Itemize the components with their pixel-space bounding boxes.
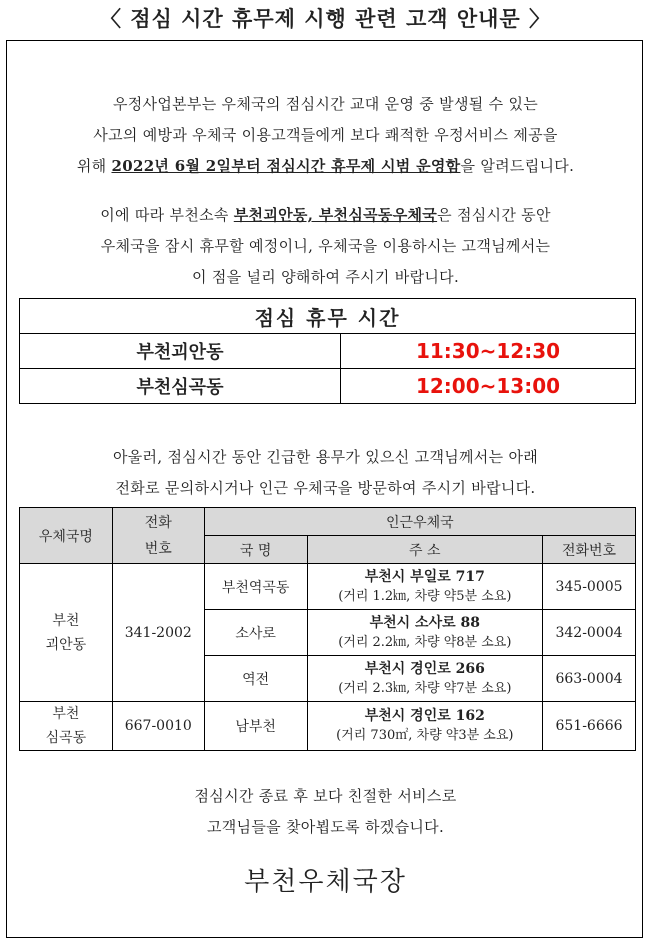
nearby-address: 부천시 부일로 717 (거리 1.2㎞, 차량 약5분 소요) <box>307 564 543 610</box>
notice-line: 이에 따라 부천소속 부천괴안동, 부천심곡동우체국은 점심시간 동안 <box>100 206 551 224</box>
office-name: 부천 괴안동 <box>20 564 113 702</box>
office-phone: 667-0010 <box>112 702 204 751</box>
office-name: 부천 심곡동 <box>20 702 113 751</box>
col-office-header: 우체국명 <box>20 508 113 564</box>
notice-line: 이 점을 널리 양해하여 주시기 바랍니다. <box>191 268 460 286</box>
lunch-time: 11:30~12:30 <box>341 334 636 369</box>
nearby-name: 소사로 <box>204 610 307 656</box>
nearby-phone: 663-0004 <box>543 656 636 702</box>
lunch-break-table <box>19 298 636 404</box>
nearby-address: 부천시 경인로 162 (거리 730㎡, 차량 약3분 소요) <box>307 702 543 751</box>
nearby-phone: 342-0004 <box>543 610 636 656</box>
table-row <box>20 702 636 751</box>
signature: 부천우체국장 <box>244 867 407 897</box>
nearby-address: 부천시 경인로 266 (거리 2.3㎞, 차량 약7분 소요) <box>307 656 543 702</box>
closing-line: 고객님들을 찾아뵙도록 하겠습니다. <box>206 818 445 836</box>
nearby-phone: 345-0005 <box>543 564 636 610</box>
table-row <box>20 564 636 610</box>
lunch-office: 부천심곡동 <box>20 369 341 404</box>
intro-line: 우정사업본부는 우체국의 점심시간 교대 운영 중 발생될 수 있는 <box>112 95 539 113</box>
closing-line: 점심시간 종료 후 보다 친절한 서비스로 <box>194 787 457 805</box>
nearby-address: 부천시 소사로 88 (거리 2.2㎞, 차량 약8분 소요) <box>307 610 543 656</box>
col-nearby-header: 인근우체국 <box>204 508 635 536</box>
page-title: 〈 점심 시간 휴무제 시행 관련 고객 안내문 〉 <box>99 7 552 31</box>
alternative-paragraph <box>7 442 644 504</box>
alternative-line: 전화로 문의하시거나 인근 우체국을 방문하여 주시기 바랍니다. <box>115 479 536 497</box>
notice-line: 우체국을 잠시 휴무할 예정이니, 우체국을 이용하시는 고객님께서는 <box>100 237 551 255</box>
lunch-table-header: 점심 휴무 시간 <box>20 299 636 334</box>
nearby-name: 부천역곡동 <box>204 564 307 610</box>
alternative-line: 아울러, 점심시간 동안 긴급한 용무가 있으신 고객님께서는 아래 <box>112 448 539 466</box>
intro-line: 사고의 예방과 우체국 이용고객들에게 보다 쾌적한 우정서비스 제공을 <box>93 126 558 144</box>
nearby-offices-table <box>19 507 636 751</box>
nearby-name: 역전 <box>204 656 307 702</box>
notice-paragraph <box>7 200 644 293</box>
intro-paragraph <box>7 89 644 182</box>
col-name-header: 국 명 <box>204 536 307 564</box>
nearby-phone: 651-6666 <box>543 702 636 751</box>
lunch-office: 부천괴안동 <box>20 334 341 369</box>
nearby-name: 남부천 <box>204 702 307 751</box>
offices-highlight: 부천괴안동, 부천심곡동우체국 <box>233 206 438 224</box>
col-nearby-phone-header: 전화번호 <box>543 536 636 564</box>
intro-line: 위해 2022년 6월 2일부터 점심시간 휴무제 시범 운영함을 알려드립니다. <box>76 157 575 175</box>
lunch-row <box>20 369 636 404</box>
col-phone-header: 전화 번호 <box>112 508 204 564</box>
office-phone: 341-2002 <box>112 564 204 702</box>
notice-frame <box>6 40 643 938</box>
lunch-time: 12:00~13:00 <box>341 369 636 404</box>
lunch-row <box>20 334 636 369</box>
closing-paragraph <box>7 781 644 843</box>
col-address-header: 주 소 <box>307 536 543 564</box>
start-date-highlight: 2022년 6월 2일부터 점심시간 휴무제 시범 운영함 <box>111 157 461 175</box>
